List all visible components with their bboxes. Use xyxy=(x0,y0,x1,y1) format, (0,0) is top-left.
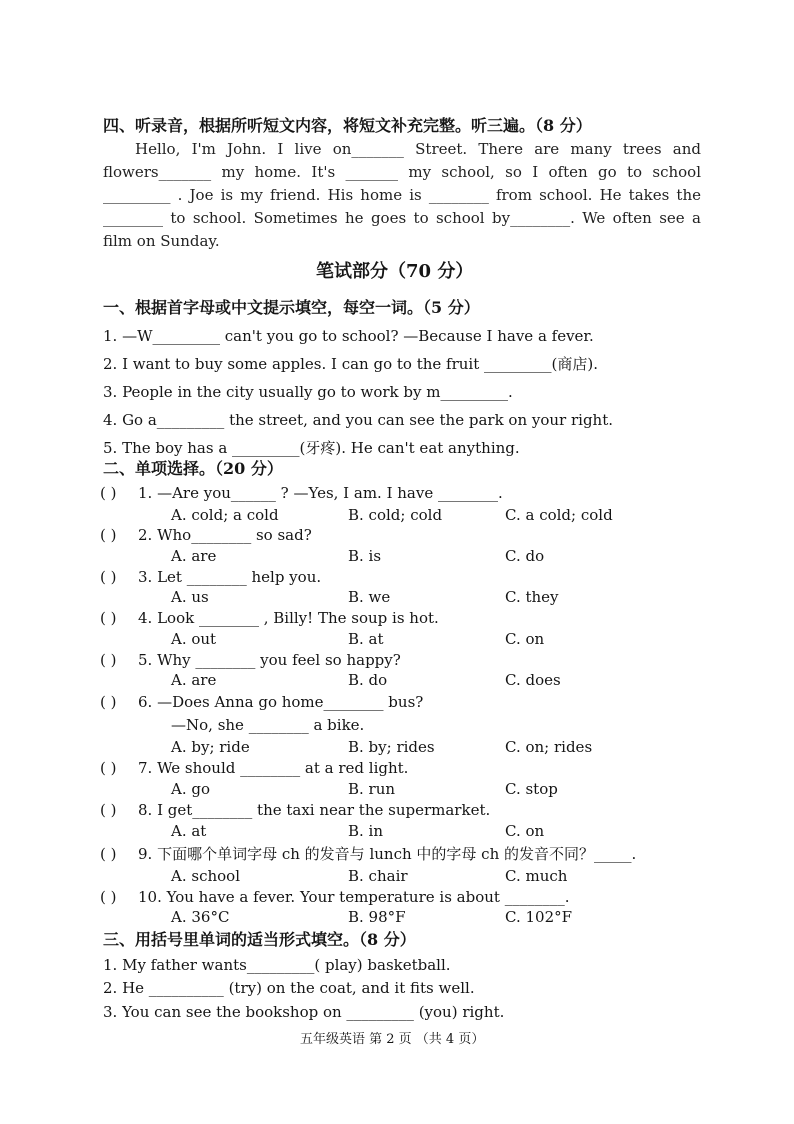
answer-paren[interactable]: ( ) xyxy=(100,801,117,819)
answer-paren[interactable]: ( ) xyxy=(100,609,117,627)
answer-paren[interactable]: ( ) xyxy=(100,484,117,502)
part2-heading: 二、单项选择。（20 分） xyxy=(103,459,283,478)
option-b: B. we xyxy=(348,588,391,606)
option-c: C. much xyxy=(505,867,568,885)
part1-item-3: 3. People in the city usually go to work by m_________. xyxy=(103,383,513,401)
question-text: 10. You have a fever. Your temperature is about ________. xyxy=(138,888,570,906)
option-c: C. on xyxy=(505,630,545,648)
answer-paren[interactable]: ( ) xyxy=(100,526,117,544)
option-b: B. in xyxy=(348,822,384,840)
option-c: C. 102°F xyxy=(505,908,573,926)
part3-item-2: 2. He __________ (try) on the coat, and it fits well. xyxy=(103,979,475,997)
page-footer: 五年级英语 第 2 页 （共 4 页） xyxy=(300,1032,485,1047)
option-c: C. on xyxy=(505,822,545,840)
question-text: 8. I get________ the taxi near the supermarket. xyxy=(138,801,491,819)
option-c: C. stop xyxy=(505,780,558,798)
answer-paren[interactable]: ( ) xyxy=(100,759,117,777)
question-text: 7. We should ________ at a red light. xyxy=(138,759,409,777)
option-a: A. go xyxy=(171,780,211,798)
written-title: 笔试部分（70 分） xyxy=(316,261,474,282)
question-text: 2. Who________ so sad? xyxy=(138,526,312,544)
option-a: A. are xyxy=(171,671,217,689)
part1-item-1: 1. —W_________ can't you go to school? —Because I have a fever. xyxy=(103,327,594,345)
question-text: 9. 下面哪个单词字母 ch 的发音与 lunch 中的字母 ch 的发音不同？_____. xyxy=(138,845,637,863)
part1-heading: 一、根据首字母或中文提示填空，每空一词。（5 分） xyxy=(103,298,480,317)
part3-item-3: 3. You can see the bookshop on _________ (you) right. xyxy=(103,1003,505,1021)
question-text: 4. Look ________ , Billy! The soup is hot. xyxy=(138,609,439,627)
option-a: A. by; ride xyxy=(171,738,250,756)
option-b: B. cold; cold xyxy=(348,506,443,524)
question-text: 1. —Are you______ ? —Yes, I am. I have ________. xyxy=(138,484,503,502)
question-text: 5. Why ________ you feel so happy? xyxy=(138,651,401,669)
option-c: C. on; rides xyxy=(505,738,593,756)
option-b: B. 98°F xyxy=(348,908,406,926)
option-a: A. cold; a cold xyxy=(171,506,279,524)
option-a: A. us xyxy=(171,588,209,606)
option-a: A. out xyxy=(171,630,217,648)
option-a: A. 36°C xyxy=(171,908,230,926)
question-text-reply: —No, she ________ a bike. xyxy=(171,716,365,734)
option-a: A. school xyxy=(171,867,240,885)
listening-passage: Hello, I'm John. I live on_______ Street. There are many trees and flowers_______ my home. It's _______ my school, so I often go to school _________ . Joe is my friend. His home is ________ from school. He takes the ________ to school. Sometimes he goes to school by________. We often see a film on Sunday. xyxy=(103,140,701,250)
option-b: B. is xyxy=(348,547,382,565)
question-text: 6. —Does Anna go home________ bus? xyxy=(138,693,424,711)
part1-item-5: 5. The boy has a _________(牙疼). He can't eat anything. xyxy=(103,439,520,457)
option-c: C. a cold; cold xyxy=(505,506,613,524)
option-a: A. at xyxy=(171,822,207,840)
answer-paren[interactable]: ( ) xyxy=(100,651,117,669)
question-text: 3. Let ________ help you. xyxy=(138,568,322,586)
answer-paren[interactable]: ( ) xyxy=(100,888,117,906)
answer-paren[interactable]: ( ) xyxy=(100,693,117,711)
option-c: C. does xyxy=(505,671,561,689)
option-b: B. at xyxy=(348,630,384,648)
option-b: B. by; rides xyxy=(348,738,435,756)
part1-item-4: 4. Go a_________ the street, and you can see the park on your right. xyxy=(103,411,614,429)
part3-heading: 三、用括号里单词的适当形式填空。（8 分） xyxy=(103,930,416,949)
part3-item-1: 1. My father wants_________( play) basketball. xyxy=(103,956,451,974)
option-c: C. they xyxy=(505,588,559,606)
answer-paren[interactable]: ( ) xyxy=(100,568,117,586)
answer-paren[interactable]: ( ) xyxy=(100,845,117,863)
option-b: B. do xyxy=(348,671,388,689)
option-a: A. are xyxy=(171,547,217,565)
option-c: C. do xyxy=(505,547,545,565)
listening-heading: 四、听录音，根据所听短文内容，将短文补充完整。听三遍。（8 分） xyxy=(103,116,592,135)
part1-item-2: 2. I want to buy some apples. I can go to the fruit _________(商店). xyxy=(103,355,598,373)
option-b: B. chair xyxy=(348,867,408,885)
option-b: B. run xyxy=(348,780,396,798)
